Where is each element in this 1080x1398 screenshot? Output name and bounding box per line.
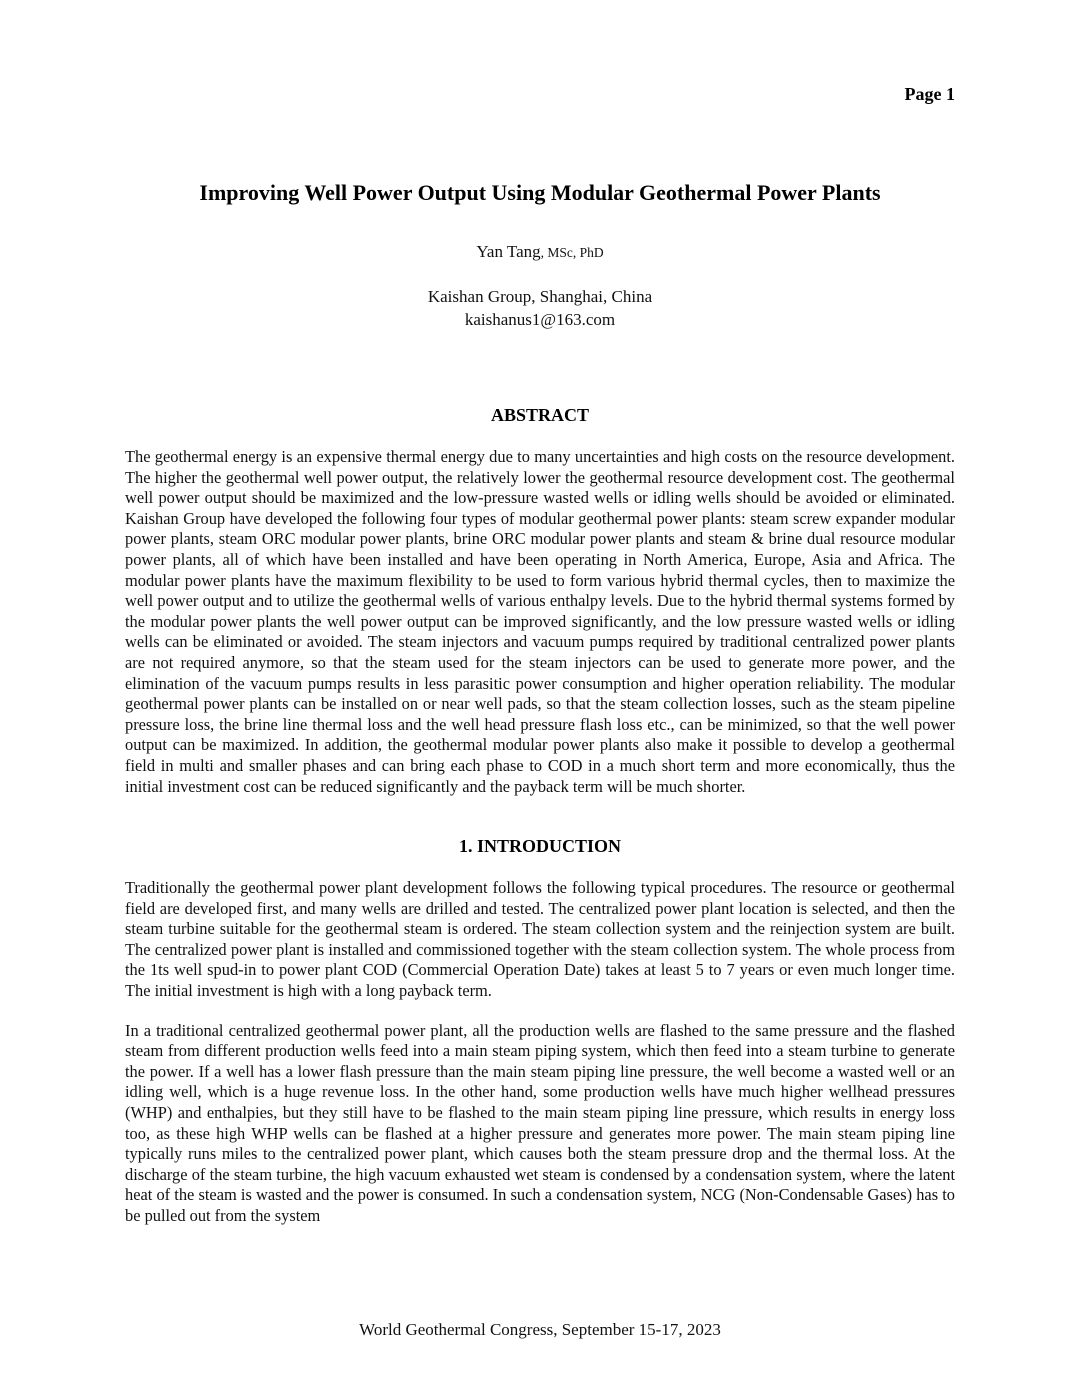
introduction-paragraph-2: In a traditional centralized geothermal power plant, all the production wells are flashed to the same pressure and the flashed steam from different production wells feed into a main steam piping system, which then feed into a steam turbine to generate the power. If a well has a lower flash pressure than the main steam piping line pressure, the well become a wasted well or an idling well, which is a huge revenue loss. In the other hand, some production wells have much higher wellhead pressures (WHP) and enthalpies, but they still have to be flashed to the main steam piping line pressure, which results in energy loss too, as these high WHP wells can be flashed at a higher pressure and generates more power. The main steam piping line typically runs miles to the centralized power plant, which causes both the steam pressure drop and the thermal loss. At the discharge of the steam turbine, the high vacuum exhausted wet steam is condensed by a condensation system, where the latent heat of the steam is wasted and the power is consumed. In such a condensation system, NCG (Non-Condensable Gases) has to be pulled out from the system <box>125 1020 955 1225</box>
introduction-paragraph-1: Traditionally the geothermal power plant development follows the following typical procedures. The resource or geothermal field are developed first, and many wells are drilled and tested. The centralized power plant location is selected, and then the steam turbine suitable for the geothermal steam is ordered. The steam collection system and the reinjection system are built. The centralized power plant is installed and commissioned together with the steam collection system. The whole process from the 1ts well spud-in to power plant COD (Commercial Operation Date) takes at least 5 to 7 years or even much longer time. The initial investment is high with a long payback term. <box>125 878 955 1001</box>
introduction-heading: 1. INTRODUCTION <box>458 836 622 857</box>
affiliation: Kaishan Group, Shanghai, China <box>427 287 653 306</box>
author-credentials: , MSc, PhD <box>540 245 604 260</box>
page-content <box>125 0 955 1227</box>
author-name: Yan Tang <box>476 242 541 261</box>
author-email: kaishanus1@163.com <box>464 310 616 329</box>
author-line <box>125 242 955 263</box>
page-number: Page 1 <box>904 84 955 104</box>
abstract-body: The geothermal energy is an expensive thermal energy due to many uncertainties and high costs on the resource development. The higher the geothermal well power output, the relatively lower the geothermal resource development cost. The geothermal well power output should be maximized and the low-pressure wasted wells or idling wells should be avoided or eliminated. Kaishan Group have developed the following four types of modular geothermal power plants: steam screw expander modular power plants, steam ORC modular power plants, brine ORC modular power plants and steam & brine dual resource modular power plants, all of which have been installed and have been operating in North America, Europe, Asia and Africa. The modular power plants have the maximum flexibility to be used to form various hybrid thermal cycles, then to maximize the well power output and to utilize the geothermal wells of various enthalpy levels. Due to the hybrid thermal systems formed by the modular power plants the well power output can be improved significantly, and the low pressure wasted wells or idling wells can be eliminated or avoided. The steam injectors and vacuum pumps required by traditional centralized power plants are not required anymore, so that the steam used for the steam injectors can be used to generate more power, and the elimination of the vacuum pumps results in less parasitic power consumption and higher operation reliability. The modular geothermal power plants can be installed on or near well pads, so that the steam collection losses, such as the steam pipeline pressure loss, the brine line thermal loss and the well head pressure flash loss etc., can be minimized, so that the well power output can be maximized. In addition, the geothermal modular power plants also make it possible to develop a geothermal field in multi and smaller phases and can bring each phase to COD in a much short term and more economically, thus the initial investment cost can be reduced significantly and the payback term will be much shorter. <box>125 447 955 796</box>
abstract-heading: ABSTRACT <box>490 405 590 425</box>
page-footer: World Geothermal Congress, September 15-17, 2023 <box>359 1320 721 1339</box>
paper-title: Improving Well Power Output Using Modular Geothermal Power Plants <box>199 180 881 205</box>
